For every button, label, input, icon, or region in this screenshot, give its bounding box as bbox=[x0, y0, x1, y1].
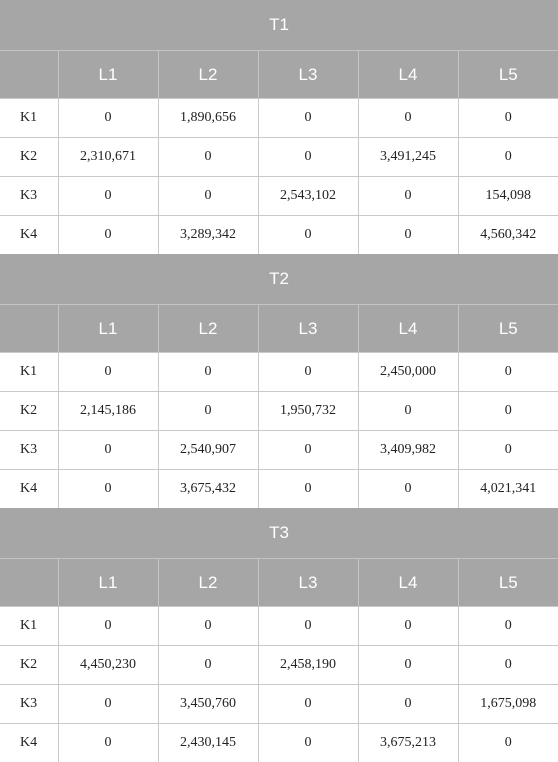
table-cell: 1,675,098 bbox=[458, 685, 558, 724]
table-cell: 2,430,145 bbox=[158, 724, 258, 762]
column-header-row bbox=[0, 305, 558, 353]
table-row bbox=[0, 138, 558, 177]
table-cell: 0 bbox=[458, 353, 558, 392]
table-cell: 0 bbox=[358, 607, 458, 646]
table-cell: 3,491,245 bbox=[358, 138, 458, 177]
table-cell: 0 bbox=[458, 431, 558, 470]
table-cell: 0 bbox=[258, 724, 358, 762]
table-cell: 0 bbox=[458, 607, 558, 646]
table-cell: 0 bbox=[258, 353, 358, 392]
table-cell: 0 bbox=[58, 470, 158, 509]
table-cell: 0 bbox=[158, 177, 258, 216]
column-header: L4 bbox=[358, 559, 458, 607]
section-title: T2 bbox=[0, 254, 558, 305]
table-cell: 1,950,732 bbox=[258, 392, 358, 431]
row-label: K3 bbox=[0, 177, 58, 216]
table-row bbox=[0, 431, 558, 470]
table-row bbox=[0, 177, 558, 216]
table-row bbox=[0, 724, 558, 762]
column-header: L5 bbox=[458, 559, 558, 607]
row-label: K4 bbox=[0, 470, 58, 509]
table-cell: 0 bbox=[58, 99, 158, 138]
column-header-row bbox=[0, 51, 558, 99]
row-label: K1 bbox=[0, 353, 58, 392]
column-header: L1 bbox=[58, 305, 158, 353]
section-title: T3 bbox=[0, 508, 558, 559]
table-cell: 3,409,982 bbox=[358, 431, 458, 470]
table-cell: 2,310,671 bbox=[58, 138, 158, 177]
table-cell: 0 bbox=[58, 607, 158, 646]
section-title-row bbox=[0, 508, 558, 559]
row-label: K2 bbox=[0, 392, 58, 431]
table-cell: 0 bbox=[358, 470, 458, 509]
table-cell: 0 bbox=[158, 646, 258, 685]
table-cell: 0 bbox=[358, 646, 458, 685]
column-header: L2 bbox=[158, 305, 258, 353]
table-cell: 0 bbox=[458, 138, 558, 177]
table-cell: 0 bbox=[358, 685, 458, 724]
table-cell: 3,450,760 bbox=[158, 685, 258, 724]
row-label: K4 bbox=[0, 724, 58, 762]
table-cell: 3,289,342 bbox=[158, 216, 258, 255]
table-cell: 2,543,102 bbox=[258, 177, 358, 216]
table-cell: 0 bbox=[58, 724, 158, 762]
column-header: L3 bbox=[258, 559, 358, 607]
column-header: L2 bbox=[158, 559, 258, 607]
table-row bbox=[0, 607, 558, 646]
row-label: K2 bbox=[0, 646, 58, 685]
table-row bbox=[0, 216, 558, 255]
table-cell: 0 bbox=[58, 353, 158, 392]
table-cell: 2,450,000 bbox=[358, 353, 458, 392]
column-header: L1 bbox=[58, 559, 158, 607]
table-cell: 4,021,341 bbox=[458, 470, 558, 509]
table-cell: 0 bbox=[258, 607, 358, 646]
header-corner-cell bbox=[0, 51, 58, 99]
row-label: K2 bbox=[0, 138, 58, 177]
column-header: L4 bbox=[358, 51, 458, 99]
section-title-row bbox=[0, 0, 558, 51]
table-cell: 0 bbox=[458, 99, 558, 138]
header-corner-cell bbox=[0, 305, 58, 353]
table-row bbox=[0, 99, 558, 138]
table-cell: 4,560,342 bbox=[458, 216, 558, 255]
column-header: L5 bbox=[458, 305, 558, 353]
table-cell: 0 bbox=[358, 216, 458, 255]
table-cell: 0 bbox=[358, 99, 458, 138]
table-cell: 0 bbox=[358, 177, 458, 216]
table-cell: 0 bbox=[258, 99, 358, 138]
column-header: L3 bbox=[258, 305, 358, 353]
table-row bbox=[0, 353, 558, 392]
table-cell: 0 bbox=[158, 353, 258, 392]
table-cell: 0 bbox=[258, 431, 358, 470]
table-row bbox=[0, 392, 558, 431]
table-cell: 4,450,230 bbox=[58, 646, 158, 685]
table-cell: 2,458,190 bbox=[258, 646, 358, 685]
table-cell: 0 bbox=[458, 646, 558, 685]
row-label: K4 bbox=[0, 216, 58, 255]
column-header-row bbox=[0, 559, 558, 607]
table-cell: 0 bbox=[258, 685, 358, 724]
column-header: L4 bbox=[358, 305, 458, 353]
table-cell: 0 bbox=[158, 607, 258, 646]
section-title-row bbox=[0, 254, 558, 305]
row-label: K3 bbox=[0, 431, 58, 470]
table-cell: 0 bbox=[258, 470, 358, 509]
table-cell: 0 bbox=[158, 392, 258, 431]
table-cell: 3,675,213 bbox=[358, 724, 458, 762]
table-cell: 0 bbox=[458, 392, 558, 431]
table-cell: 2,145,186 bbox=[58, 392, 158, 431]
table-cell: 2,540,907 bbox=[158, 431, 258, 470]
table-cell: 0 bbox=[258, 138, 358, 177]
table-cell: 0 bbox=[458, 724, 558, 762]
table-cell: 0 bbox=[258, 216, 358, 255]
table-cell: 154,098 bbox=[458, 177, 558, 216]
table-cell: 1,890,656 bbox=[158, 99, 258, 138]
row-label: K1 bbox=[0, 607, 58, 646]
column-header: L5 bbox=[458, 51, 558, 99]
table-row bbox=[0, 470, 558, 509]
column-header: L2 bbox=[158, 51, 258, 99]
row-label: K3 bbox=[0, 685, 58, 724]
row-label: K1 bbox=[0, 99, 58, 138]
column-header: L1 bbox=[58, 51, 158, 99]
table-cell: 0 bbox=[358, 392, 458, 431]
column-header: L3 bbox=[258, 51, 358, 99]
header-corner-cell bbox=[0, 559, 58, 607]
table-cell: 0 bbox=[58, 177, 158, 216]
table-cell: 0 bbox=[58, 431, 158, 470]
section-title: T1 bbox=[0, 0, 558, 51]
table-row bbox=[0, 685, 558, 724]
table-cell: 0 bbox=[58, 216, 158, 255]
table-cell: 0 bbox=[58, 685, 158, 724]
table-cell: 3,675,432 bbox=[158, 470, 258, 509]
table-row bbox=[0, 646, 558, 685]
table-cell: 0 bbox=[158, 138, 258, 177]
